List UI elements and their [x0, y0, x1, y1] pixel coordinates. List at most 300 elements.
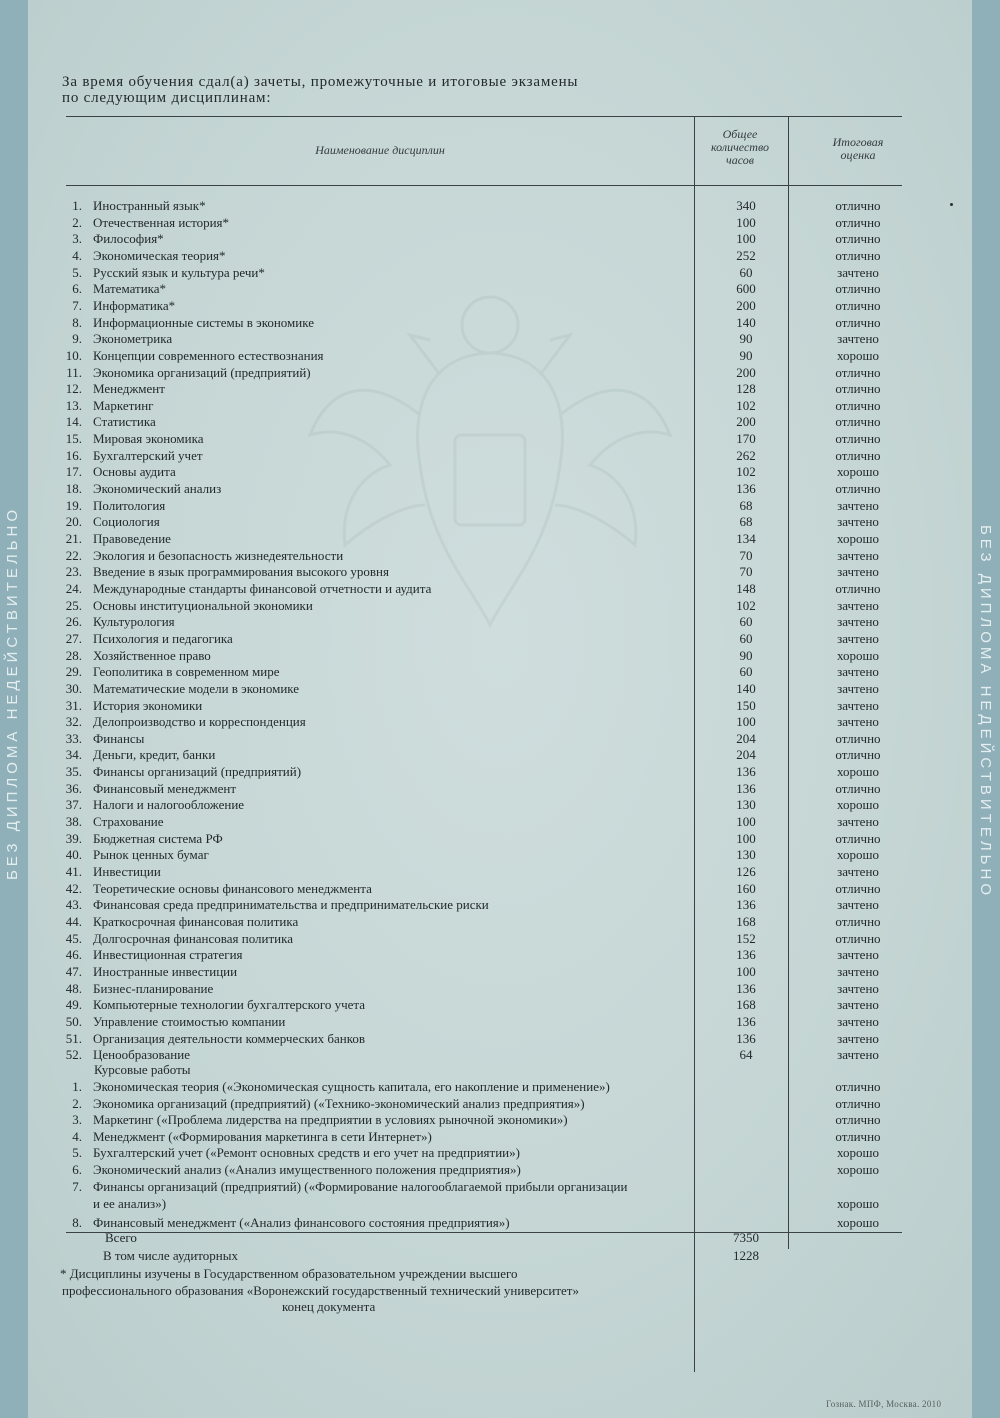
discipline-hours: 262 [736, 447, 756, 463]
classroom-hours: 1228 [733, 1248, 759, 1263]
discipline-number: 46. [65, 947, 82, 963]
discipline-number: 2. [72, 214, 82, 230]
discipline-name: Русский язык и культура речи* [93, 264, 265, 280]
coursework-name [93, 1214, 510, 1231]
discipline-name: Психология и педагогика [93, 630, 233, 646]
discipline-hours: 136 [736, 1030, 756, 1046]
discipline-name: Экономический анализ [93, 481, 222, 496]
discipline-number: 14. [65, 414, 82, 430]
discipline-name: Статистика [93, 414, 156, 430]
discipline-hours: 252 [736, 247, 756, 263]
coursework-grade: отлично [835, 1095, 881, 1111]
discipline-grade: зачтено [837, 664, 879, 680]
discipline-number: 13. [65, 397, 82, 413]
discipline-name: Мировая экономика [93, 431, 204, 447]
discipline-row [0, 297, 1000, 314]
discipline-name: Математика* [93, 281, 167, 297]
discipline-hours: 134 [736, 531, 756, 546]
discipline-name: Инвестиционная стратегия [93, 947, 243, 963]
right-strip-text: БЕЗ ДИПЛОМА НЕДЕЙСТВИТЕЛЬНО [977, 524, 994, 900]
discipline-number: 33. [65, 730, 82, 746]
discipline-hours: 140 [736, 680, 756, 696]
discipline-row [0, 863, 1000, 880]
discipline-number: 32. [65, 714, 82, 730]
coursework-name [93, 1144, 520, 1161]
discipline-grade: зачтено [837, 614, 879, 630]
coursework-number: 4. [72, 1128, 82, 1144]
discipline-grade: отлично [835, 247, 881, 263]
discipline-name: Менеджмент [93, 381, 165, 397]
coursework-title: Финансовый менеджмент («Анализ финансового состояния предприятия») [93, 1214, 510, 1230]
discipline-name: Экология и безопасность жизнедеятельности [93, 547, 344, 563]
discipline-number: 7. [72, 297, 82, 313]
discipline-hours: 102 [736, 597, 756, 613]
discipline-hours: 160 [736, 880, 756, 896]
discipline-number: 31. [65, 697, 82, 713]
discipline-name: Хозяйственное право [93, 647, 211, 663]
coursework-row [0, 1128, 1000, 1145]
discipline-row [0, 880, 1000, 897]
discipline-row [0, 214, 1000, 231]
discipline-name: Введение в язык программирования высокого уровня [93, 564, 389, 580]
discipline-row [0, 846, 1000, 863]
discipline-number: 16. [65, 447, 82, 463]
discipline-name: Отечественная история* [93, 214, 230, 230]
discipline-hours: 100 [736, 214, 756, 230]
discipline-hours: 148 [736, 581, 756, 596]
discipline-name: Геополитика в современном мире [93, 664, 280, 680]
coursework-number: 1. [72, 1079, 82, 1094]
discipline-name: Социология [93, 514, 160, 530]
coursework-row [0, 1214, 1000, 1231]
coursework-number: 7. [72, 1178, 82, 1194]
discipline-number: 28. [65, 647, 82, 663]
discipline-number: 41. [65, 864, 82, 879]
discipline-grade: отлично [835, 364, 881, 380]
discipline-number: 21. [65, 531, 82, 546]
discipline-name: Иностранный язык* [93, 198, 206, 213]
discipline-row [0, 430, 1000, 447]
discipline-number: 20. [65, 514, 82, 530]
discipline-hours: 60 [739, 614, 753, 630]
discipline-name: Управление стоимостью компании [93, 1013, 286, 1029]
discipline-row [0, 1030, 1000, 1047]
discipline-hours: 68 [739, 514, 753, 530]
discipline-name: Правоведение [93, 531, 171, 546]
discipline-hours: 136 [736, 980, 756, 996]
discipline-number: 10. [65, 347, 82, 363]
discipline-grade: хорошо [836, 847, 879, 863]
discipline-grade: отлично [835, 281, 881, 297]
discipline-grade: отлично [835, 481, 881, 496]
header-total-hours: Общее количество часов [710, 127, 770, 167]
discipline-number: 51. [65, 1030, 82, 1046]
coursework-name [93, 1128, 432, 1145]
left-strip-text: БЕЗ ДИПЛОМА НЕДЕЙСТВИТЕЛЬНО [4, 505, 21, 881]
discipline-grade: зачтено [837, 564, 879, 580]
discipline-name: Финансы [93, 730, 145, 746]
discipline-row [0, 663, 1000, 680]
discipline-number: 22. [65, 547, 82, 563]
discipline-number: 47. [65, 963, 82, 979]
discipline-number: 44. [65, 913, 82, 929]
discipline-name: Экономическая теория* [93, 247, 226, 263]
discipline-row [0, 930, 1000, 947]
discipline-row [0, 230, 1000, 247]
discipline-hours: 70 [739, 547, 753, 563]
discipline-row [0, 746, 1000, 763]
discipline-name: Политология [93, 497, 166, 513]
discipline-hours: 100 [736, 814, 756, 829]
coursework-title: Бухгалтерский учет («Ремонт основных средств и его учет на предприятии») [93, 1145, 520, 1161]
discipline-row [0, 530, 1000, 547]
discipline-hours: 168 [736, 913, 756, 929]
discipline-hours: 340 [736, 198, 756, 213]
discipline-number: 42. [65, 880, 82, 896]
discipline-number: 12. [65, 381, 82, 397]
discipline-hours: 126 [736, 864, 756, 879]
discipline-hours: 200 [736, 364, 756, 380]
discipline-grade: зачтено [837, 514, 879, 530]
discipline-hours: 136 [736, 780, 756, 796]
discipline-hours: 60 [739, 630, 753, 646]
discipline-number: 3. [72, 231, 82, 247]
discipline-grade: отлично [835, 913, 881, 929]
discipline-name: Краткосрочная финансовая политика [93, 913, 299, 929]
discipline-grade: отлично [835, 747, 881, 763]
coursework-number: 5. [72, 1145, 82, 1161]
discipline-name: Ценообразование [93, 1047, 190, 1063]
discipline-grade: зачтено [837, 864, 879, 879]
discipline-number: 48. [65, 980, 82, 996]
discipline-row [0, 796, 1000, 813]
discipline-hours: 100 [736, 231, 756, 247]
coursework-row [0, 1095, 1000, 1112]
discipline-name: Налоги и налогообложение [93, 797, 245, 813]
discipline-row [0, 963, 1000, 980]
discipline-hours: 64 [739, 1047, 753, 1063]
discipline-number: 34. [65, 747, 82, 763]
discipline-name: Маркетинг [93, 397, 154, 413]
total-label: Всего [105, 1230, 137, 1245]
discipline-row [0, 913, 1000, 930]
coursework-name [93, 1178, 627, 1212]
header-discipline-name: Наименование дисциплин [315, 143, 445, 157]
discipline-hours: 130 [736, 847, 756, 863]
discipline-row [0, 946, 1000, 963]
footnote-line-2: профессионального образования «Воронежский государственный технический университет» [62, 1283, 579, 1298]
discipline-name: Международные стандарты финансовой отчетности и аудита [93, 581, 432, 596]
discipline-row [0, 347, 1000, 364]
coursework-row [0, 1178, 1000, 1212]
discipline-row [0, 563, 1000, 580]
discipline-row [0, 264, 1000, 281]
discipline-grade: отлично [835, 930, 881, 946]
discipline-row [0, 613, 1000, 630]
discipline-row [0, 463, 1000, 480]
end-of-document: конец документа [282, 1299, 376, 1314]
discipline-name: Основы институциональной экономики [93, 597, 313, 613]
coursework-number: 8. [72, 1214, 82, 1230]
coursework-row [0, 1078, 1000, 1095]
discipline-name: Основы аудита [93, 464, 176, 480]
coursework-title: Финансы организаций (предприятий) («Формирование налогооблагаемой прибыли организации [93, 1178, 628, 1194]
discipline-hours: 90 [739, 347, 753, 363]
discipline-name: Бизнес-планирование [93, 980, 214, 996]
coursework-grade: хорошо [836, 1214, 879, 1230]
discipline-number: 52. [65, 1047, 82, 1063]
discipline-grade: отлично [835, 381, 881, 397]
discipline-number: 38. [65, 814, 82, 829]
footnote-line-1: * Дисциплины изучены в Государственном образовательном учреждении высшего [60, 1266, 518, 1281]
discipline-name: Эконометрика [93, 331, 173, 347]
discipline-grade: отлично [835, 780, 881, 796]
discipline-grade: зачтено [837, 497, 879, 513]
discipline-number: 30. [65, 680, 82, 696]
discipline-grade: отлично [835, 198, 881, 213]
discipline-row [0, 980, 1000, 997]
discipline-number: 29. [65, 664, 82, 680]
discipline-row [0, 397, 1000, 414]
discipline-number: 5. [72, 264, 82, 280]
discipline-grade: зачтено [837, 597, 879, 613]
discipline-grade: отлично [835, 431, 881, 447]
discipline-hours: 204 [736, 747, 756, 763]
discipline-grade: зачтено [837, 630, 879, 646]
discipline-number: 37. [65, 797, 82, 813]
discipline-hours: 600 [736, 281, 756, 297]
discipline-number: 24. [65, 581, 82, 596]
discipline-row [0, 597, 1000, 614]
discipline-row [0, 197, 1000, 214]
discipline-grade: хорошо [836, 347, 879, 363]
discipline-hours: 102 [736, 397, 756, 413]
coursework-title-continued: и ее анализ») [93, 1195, 167, 1211]
discipline-hours: 60 [739, 264, 753, 280]
discipline-number: 1. [72, 198, 82, 213]
discipline-grade: зачтено [837, 1047, 879, 1063]
discipline-grade: зачтено [837, 1030, 879, 1046]
discipline-number: 23. [65, 564, 82, 580]
discipline-grade: хорошо [836, 647, 879, 663]
discipline-number: 6. [72, 281, 82, 297]
discipline-grade: отлично [835, 447, 881, 463]
header-final-grade: Итоговая оценка [832, 135, 884, 162]
coursework-name [93, 1161, 521, 1178]
coursework-row [0, 1161, 1000, 1178]
discipline-grade: отлично [835, 314, 881, 330]
intro-line-1: За время обучения сдал(а) зачеты, промежуточные и итоговые экзамены [62, 74, 579, 90]
table-top-rule [66, 116, 902, 117]
discipline-row [0, 680, 1000, 697]
discipline-number: 50. [65, 1013, 82, 1029]
discipline-grade: отлично [835, 297, 881, 313]
discipline-row [0, 247, 1000, 264]
discipline-hours: 90 [739, 647, 753, 663]
discipline-row [0, 364, 1000, 381]
discipline-grade: отлично [835, 231, 881, 247]
discipline-hours: 70 [739, 564, 753, 580]
discipline-hours: 170 [736, 431, 756, 447]
discipline-hours: 200 [736, 297, 756, 313]
coursework-grade: хорошо [836, 1145, 879, 1161]
discipline-grade: зачтено [837, 331, 879, 347]
discipline-grade: зачтено [837, 1013, 879, 1029]
discipline-name: Иностранные инвестиции [93, 963, 238, 979]
discipline-name: Концепции современного естествознания [93, 347, 324, 363]
discipline-grade: зачтено [837, 547, 879, 563]
coursework-title: Экономическая теория («Экономическая сущность капитала, его накопление и применение») [93, 1079, 610, 1094]
discipline-name: Финансы организаций (предприятий) [93, 764, 302, 780]
discipline-grade: отлично [835, 581, 881, 596]
discipline-name: Рынок ценных бумаг [93, 847, 209, 863]
coursework-title: Маркетинг («Проблема лидерства на предприятии в условиях рыночной экономики») [93, 1112, 568, 1128]
discipline-hours: 128 [736, 381, 756, 397]
discipline-row [0, 713, 1000, 730]
coursework-row [0, 1144, 1000, 1161]
coursework-grade: отлично [835, 1079, 881, 1094]
discipline-grade: зачтено [837, 980, 879, 996]
discipline-number: 9. [72, 331, 82, 347]
discipline-hours: 152 [736, 930, 756, 946]
discipline-row [0, 580, 1000, 597]
discipline-hours: 102 [736, 464, 756, 480]
discipline-name: Философия* [93, 231, 164, 247]
discipline-name: Культурология [93, 614, 175, 630]
discipline-grade: зачтено [837, 947, 879, 963]
discipline-number: 39. [65, 830, 82, 846]
coursework-name [93, 1111, 568, 1128]
discipline-grade: хорошо [836, 464, 879, 480]
discipline-row [0, 763, 1000, 780]
coursework-title: Экономический анализ («Анализ имущественного положения предприятия») [93, 1162, 521, 1177]
discipline-hours: 100 [736, 830, 756, 846]
discipline-row [0, 896, 1000, 913]
discipline-row [0, 480, 1000, 497]
discipline-name: Компьютерные технологии бухгалтерского учета [93, 997, 366, 1013]
discipline-row [0, 280, 1000, 297]
discipline-grade: зачтено [837, 714, 879, 730]
printer-imprint: Гознак. МПФ, Москва. 2010 [826, 1399, 942, 1409]
discipline-row [0, 1013, 1000, 1030]
discipline-row [0, 697, 1000, 714]
discipline-name: Инвестиции [93, 864, 161, 879]
discipline-number: 8. [72, 314, 82, 330]
discipline-row [0, 630, 1000, 647]
discipline-grade: зачтено [837, 697, 879, 713]
discipline-hours: 140 [736, 314, 756, 330]
discipline-name: Финансовая среда предпринимательства и предпринимательские риски [93, 897, 489, 913]
discipline-hours: 136 [736, 481, 756, 496]
coursework-grade: отлично [835, 1128, 881, 1144]
discipline-name: История экономики [93, 697, 203, 713]
discipline-name: Делопроизводство и корреспонденция [93, 714, 306, 730]
discipline-hours: 100 [736, 963, 756, 979]
discipline-grade: отлично [835, 397, 881, 413]
discipline-row [0, 647, 1000, 664]
discipline-hours: 136 [736, 947, 756, 963]
discipline-name: Финансовый менеджмент [93, 780, 237, 796]
discipline-row [0, 413, 1000, 430]
discipline-name: Математические модели в экономике [93, 680, 300, 696]
discipline-grade: отлично [835, 414, 881, 430]
discipline-number: 40. [65, 847, 82, 863]
intro-text [62, 74, 578, 106]
coursework-name [93, 1078, 610, 1095]
discipline-row [0, 314, 1000, 331]
discipline-grade: отлично [835, 830, 881, 846]
discipline-grade: отлично [835, 730, 881, 746]
discipline-hours: 60 [739, 664, 753, 680]
discipline-number: 18. [65, 481, 82, 496]
coursework-heading: Курсовые работы [94, 1062, 191, 1077]
discipline-row [0, 380, 1000, 397]
discipline-number: 27. [65, 630, 82, 646]
discipline-row [0, 447, 1000, 464]
discipline-row [0, 330, 1000, 347]
discipline-row [0, 996, 1000, 1013]
discipline-number: 25. [65, 597, 82, 613]
discipline-grade: хорошо [836, 797, 879, 813]
discipline-name: Долгосрочная финансовая политика [93, 930, 294, 946]
discipline-hours: 136 [736, 764, 756, 780]
discipline-hours: 136 [736, 897, 756, 913]
discipline-row [0, 547, 1000, 564]
coursework-grade: хорошо [836, 1195, 879, 1211]
coursework-number: 2. [72, 1095, 82, 1111]
coursework-name [93, 1095, 585, 1112]
discipline-hours: 200 [736, 414, 756, 430]
coursework-number: 6. [72, 1162, 82, 1177]
discipline-number: 43. [65, 897, 82, 913]
classroom-label: В том числе аудиторных [103, 1248, 238, 1263]
ink-speck [950, 203, 953, 206]
discipline-row [0, 780, 1000, 797]
coursework-grade: хорошо [836, 1162, 879, 1177]
discipline-number: 17. [65, 464, 82, 480]
discipline-row [0, 513, 1000, 530]
discipline-grade: зачтено [837, 997, 879, 1013]
discipline-row [0, 730, 1000, 747]
discipline-number: 19. [65, 497, 82, 513]
discipline-grade: хорошо [836, 764, 879, 780]
discipline-grade: зачтено [837, 963, 879, 979]
discipline-hours: 204 [736, 730, 756, 746]
discipline-name: Теоретические основы финансового менеджмента [93, 880, 372, 896]
discipline-name: Экономика организаций (предприятий) [93, 364, 311, 380]
discipline-hours: 68 [739, 497, 753, 513]
intro-line-2: по следующим дисциплинам: [62, 90, 272, 106]
coursework-row [0, 1111, 1000, 1128]
discipline-hours: 90 [739, 331, 753, 347]
discipline-number: 49. [65, 997, 82, 1013]
discipline-grade: зачтено [837, 264, 879, 280]
discipline-hours: 136 [736, 1013, 756, 1029]
discipline-name: Информатика* [93, 297, 176, 313]
discipline-name: Бухгалтерский учет [93, 447, 203, 463]
discipline-number: 15. [65, 431, 82, 447]
discipline-number: 36. [65, 780, 82, 796]
discipline-grade: отлично [835, 880, 881, 896]
discipline-number: 26. [65, 614, 82, 630]
discipline-grade: зачтено [837, 814, 879, 829]
discipline-hours: 130 [736, 797, 756, 813]
discipline-grade: зачтено [837, 897, 879, 913]
coursework-title: Экономика организаций (предприятий) («Технико-экономический анализ предприятия») [93, 1095, 585, 1111]
discipline-name: Страхование [93, 814, 164, 829]
discipline-number: 45. [65, 930, 82, 946]
total-hours: 7350 [733, 1230, 759, 1245]
